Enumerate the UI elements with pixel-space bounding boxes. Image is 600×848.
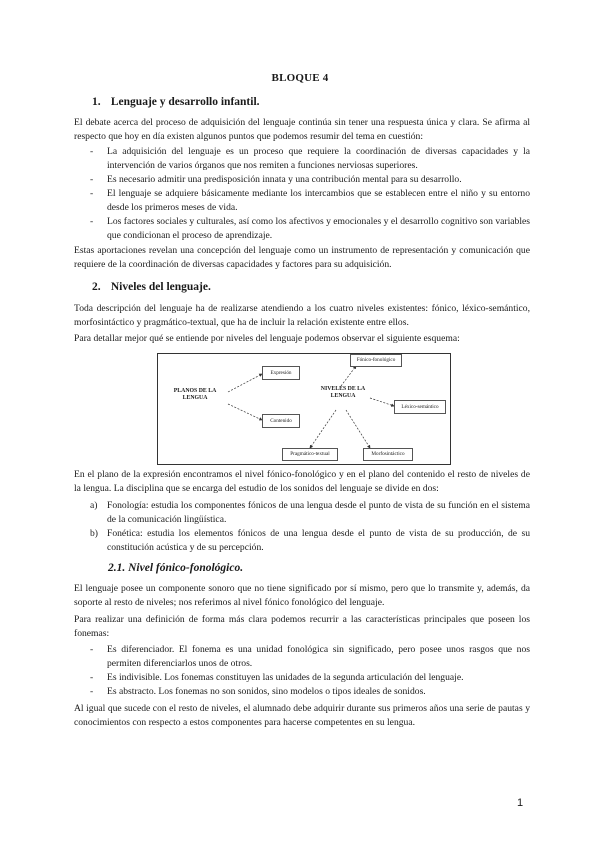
section-1-heading	[92, 96, 260, 108]
list-item	[74, 187, 530, 215]
paragraph-5: En el plano de la expresión encontramos el nivel fónico-fonológico y en el plano del contenido el resto de niveles de la lengua. La disciplina que se encarga del estudio de los sonidos del lenguaje se divide en dos:	[74, 469, 530, 494]
list-item-text: La adquisición del lenguaje es un proceso que requiere la coordinación de diversas capacidades y la intervención de varios órganos que nos remiten a funciones nerviosas superiores.	[107, 146, 530, 171]
list-item-text: Es abstracto. Los fonemas no son sonidos, sino modelos o tipos ideales de sonidos.	[107, 686, 426, 697]
connector-morfo	[346, 410, 370, 448]
levels-diagram	[157, 353, 451, 465]
node-contenido: Contenido	[262, 414, 300, 428]
connector-lexico	[370, 398, 394, 406]
bullet-marker: -	[90, 672, 94, 683]
page-title: BLOQUE 4	[271, 72, 329, 84]
node-planos: PLANOS DE LA LENGUA	[173, 388, 217, 401]
list-item	[74, 527, 530, 555]
paragraph-7: Para realizar una definición de forma más clara podemos recurrir a las características principales que poseen los fonemas:	[74, 614, 530, 639]
section-2-heading	[92, 281, 211, 293]
list-item	[74, 215, 530, 243]
list-adquisicion	[74, 145, 530, 243]
node-lexico: Léxico-semántico	[394, 400, 446, 414]
bullet-marker: -	[90, 174, 94, 185]
list-item	[74, 499, 530, 527]
bullet-marker: -	[90, 686, 94, 697]
section-2-number: 2.	[92, 281, 101, 293]
connector-expresion	[228, 374, 262, 392]
paragraph-6: El lenguaje posee un componente sonoro que no tiene significado por sí mismo, pero que lo transmite y, además, da soporte al resto de niveles; nos referimos al nivel fónico fonológico del lenguaje.	[74, 583, 530, 608]
list-disciplinas	[74, 499, 530, 555]
list-item-text: Es necesario admitir una predisposición innata y una contribución mental para su desarrollo.	[107, 174, 462, 185]
section-1-title: Lenguaje y desarrollo infantil.	[110, 96, 260, 108]
section-2-1-heading: 2.1. Nivel fónico-fonológico.	[108, 562, 244, 574]
list-fonemas	[74, 643, 530, 699]
list-item-text: Es diferenciador. El fonema es una unidad fonológica sin significado, pero posee unos rasgos que nos permiten diferenciarlos unos de otros.	[107, 644, 530, 669]
list-item	[74, 643, 530, 671]
section-2-title: Niveles del lenguaje.	[110, 281, 211, 293]
list-item-text: El lenguaje se adquiere básicamente mediante los intercambios que se establecen entre el niño y su entorno desde los primeros meses de vida.	[107, 188, 530, 213]
list-marker: a)	[90, 500, 98, 511]
section-1-number: 1.	[92, 96, 101, 108]
paragraph-2: Estas aportaciones revelan una concepción del lenguaje como un instrumento de representación y comunicación que requiere de la coordinación de diversas capacidades y factores para su adquisición.	[74, 245, 530, 270]
list-item-text: Es indivisible. Los fonemas constituyen las unidades de la segunda articulación del lenguaje.	[107, 672, 464, 683]
node-pragma: Pragmático-textual	[282, 448, 338, 461]
bullet-marker: -	[90, 644, 94, 655]
list-item	[74, 173, 530, 187]
list-item-text: Fonética: estudia los elementos fónicos de una lengua desde el punto de vista de su producción, de su constitución acústica y de su percepción.	[107, 528, 530, 553]
list-item	[74, 145, 530, 173]
paragraph-4: Para detallar mejor qué se entiende por niveles del lenguaje podemos observar el siguiente esquema:	[74, 333, 460, 344]
page-number: 1	[517, 797, 524, 809]
connector-fonico	[341, 366, 356, 386]
bullet-marker: -	[90, 146, 94, 157]
node-morfo: Morfosintáctico	[363, 448, 413, 461]
list-item-text: Fonología: estudia los componentes fónicos de una lengua desde el punto de vista de su función en el sistema de la comunicación lingüística.	[107, 500, 530, 525]
node-fonico: Fónico-fonológico	[350, 354, 402, 367]
bullet-marker: -	[90, 188, 94, 199]
list-item	[74, 671, 530, 685]
connector-pragma	[310, 410, 336, 448]
paragraph-3: Toda descripción del lenguaje ha de realizarse atendiendo a los cuatro niveles existentes: fónico, léxico-semántico, morfosintáctico y pragmático-textual, que ha de incluir la relación existente entre ellos.	[74, 303, 530, 328]
list-item-text: Los factores sociales y culturales, así como los afectivos y emocionales y el desarrollo cognitivo son variables que condicionan el proceso de aprendizaje.	[107, 216, 530, 241]
bullet-marker: -	[90, 216, 94, 227]
paragraph-8: Al igual que sucede con el resto de niveles, el alumnado debe adquirir durante sus primeros años una serie de pautas y conocimientos con respecto a estos componentes para hacerse competentes en su lengua.	[74, 703, 530, 728]
node-niveles: NIVELES DE LA LENGUA	[320, 386, 366, 399]
list-item	[74, 685, 530, 699]
list-marker: b)	[90, 528, 98, 539]
node-expresion: Expresión	[262, 366, 300, 380]
paragraph-1: El debate acerca del proceso de adquisición del lenguaje continúa sin tener una respuesta única y clara. Se afirma al respecto que hoy en día existen algunos puntos que podemos resumir del tema en cuestión:	[74, 117, 530, 142]
connector-contenido	[228, 404, 262, 420]
